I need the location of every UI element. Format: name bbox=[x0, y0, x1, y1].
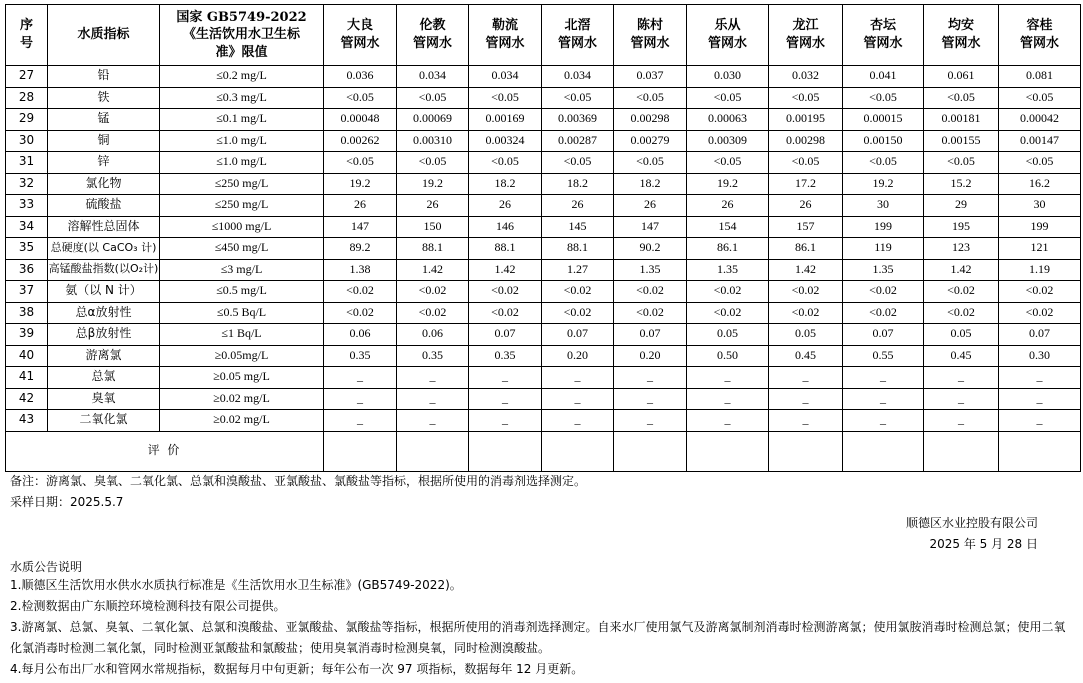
value-cell: 0.00369 bbox=[542, 109, 614, 131]
indicator-name: 二氧化氯 bbox=[48, 410, 160, 432]
value-cell: 0.05 bbox=[924, 324, 999, 346]
value-cell: _ bbox=[687, 410, 769, 432]
value-cell: 1.19 bbox=[999, 259, 1081, 281]
value-cell: 26 bbox=[687, 195, 769, 217]
value-cell: _ bbox=[999, 410, 1081, 432]
value-cell: 30 bbox=[999, 195, 1081, 217]
value-cell: _ bbox=[397, 410, 469, 432]
value-cell: 199 bbox=[843, 216, 924, 238]
standard-limit: ≥0.05 mg/L bbox=[160, 367, 324, 389]
table-row bbox=[6, 281, 1081, 303]
indicator-name: 总氯 bbox=[48, 367, 160, 389]
value-cell: 15.2 bbox=[924, 173, 999, 195]
header-site-chencun: 陈村 管网水 bbox=[614, 5, 687, 66]
value-cell: 1.42 bbox=[469, 259, 542, 281]
table-row bbox=[6, 173, 1081, 195]
evaluation-row bbox=[6, 431, 1081, 471]
value-cell: 199 bbox=[999, 216, 1081, 238]
header-standard: 国家 GB5749-2022 《生活饮用水卫生标 准》限值 bbox=[160, 5, 324, 66]
value-cell: 26 bbox=[397, 195, 469, 217]
value-cell: 195 bbox=[924, 216, 999, 238]
value-cell: 150 bbox=[397, 216, 469, 238]
value-cell: 0.00048 bbox=[324, 109, 397, 131]
value-cell: 0.45 bbox=[924, 345, 999, 367]
value-cell: <0.02 bbox=[843, 302, 924, 324]
value-cell: _ bbox=[924, 410, 999, 432]
table-row bbox=[6, 130, 1081, 152]
table-row bbox=[6, 87, 1081, 109]
value-cell: _ bbox=[324, 388, 397, 410]
value-cell: 1.42 bbox=[924, 259, 999, 281]
value-cell: _ bbox=[614, 367, 687, 389]
value-cell: <0.02 bbox=[469, 302, 542, 324]
value-cell: 18.2 bbox=[614, 173, 687, 195]
value-cell: 19.2 bbox=[324, 173, 397, 195]
value-cell: <0.05 bbox=[614, 152, 687, 174]
header-site-ronggui: 容桂 管网水 bbox=[999, 5, 1081, 66]
value-cell: 1.35 bbox=[614, 259, 687, 281]
value-cell: 147 bbox=[614, 216, 687, 238]
row-index: 41 bbox=[6, 367, 48, 389]
indicator-name: 总β放射性 bbox=[48, 324, 160, 346]
indicator-name: 总硬度(以 CaCO₃ 计) bbox=[48, 238, 160, 260]
evaluation-cell bbox=[469, 431, 542, 471]
value-cell: _ bbox=[769, 410, 843, 432]
table-row bbox=[6, 410, 1081, 432]
value-cell: <0.05 bbox=[924, 87, 999, 109]
value-cell: 1.35 bbox=[843, 259, 924, 281]
value-cell: 0.036 bbox=[324, 66, 397, 88]
value-cell: _ bbox=[999, 388, 1081, 410]
indicator-name: 臭氧 bbox=[48, 388, 160, 410]
value-cell: <0.02 bbox=[769, 281, 843, 303]
value-cell: _ bbox=[924, 367, 999, 389]
footnote: 备注：游离氯、臭氧、二氧化氯、总氯和溴酸盐、亚氯酸盐、氯酸盐等指标，根据所使用的消毒剂选择测定。 bbox=[10, 474, 587, 488]
standard-limit: ≤250 mg/L bbox=[160, 173, 324, 195]
standard-limit: ≤0.5 Bq/L bbox=[160, 302, 324, 324]
value-cell: 1.42 bbox=[397, 259, 469, 281]
value-cell: 0.00310 bbox=[397, 130, 469, 152]
value-cell: _ bbox=[469, 388, 542, 410]
value-cell: 26 bbox=[469, 195, 542, 217]
value-cell: _ bbox=[999, 367, 1081, 389]
value-cell: 145 bbox=[542, 216, 614, 238]
row-index: 32 bbox=[6, 173, 48, 195]
value-cell: <0.02 bbox=[397, 281, 469, 303]
header-index: 序 号 bbox=[6, 5, 48, 66]
row-index: 33 bbox=[6, 195, 48, 217]
table-body bbox=[6, 66, 1081, 472]
table-row bbox=[6, 302, 1081, 324]
table-row bbox=[6, 259, 1081, 281]
value-cell: <0.02 bbox=[469, 281, 542, 303]
value-cell: _ bbox=[397, 367, 469, 389]
evaluation-cell bbox=[397, 431, 469, 471]
standard-limit: ≤0.1 mg/L bbox=[160, 109, 324, 131]
value-cell: <0.05 bbox=[397, 152, 469, 174]
table-row bbox=[6, 109, 1081, 131]
value-cell: <0.02 bbox=[999, 302, 1081, 324]
value-cell: 18.2 bbox=[469, 173, 542, 195]
value-cell: <0.05 bbox=[397, 87, 469, 109]
value-cell: 0.00069 bbox=[397, 109, 469, 131]
value-cell: _ bbox=[843, 388, 924, 410]
value-cell: 0.06 bbox=[324, 324, 397, 346]
indicator-name: 溶解性总固体 bbox=[48, 216, 160, 238]
value-cell: 26 bbox=[769, 195, 843, 217]
value-cell: <0.02 bbox=[924, 281, 999, 303]
row-index: 34 bbox=[6, 216, 48, 238]
value-cell: 1.38 bbox=[324, 259, 397, 281]
value-cell: <0.02 bbox=[542, 281, 614, 303]
explanation-item-4: 4.每月公布出厂水和管网水常规指标，数据每月中旬更新；每年公布一次 97 项指标，数据每年 12 月更新。 bbox=[10, 662, 584, 676]
value-cell: <0.05 bbox=[999, 152, 1081, 174]
explanation-item-2: 2.检测数据由广东顺控环境检测科技有限公司提供。 bbox=[10, 599, 286, 613]
indicator-name: 铜 bbox=[48, 130, 160, 152]
value-cell: 0.00015 bbox=[843, 109, 924, 131]
value-cell: 0.081 bbox=[999, 66, 1081, 88]
value-cell: <0.02 bbox=[542, 302, 614, 324]
value-cell: 88.1 bbox=[397, 238, 469, 260]
standard-limit: ≤1000 mg/L bbox=[160, 216, 324, 238]
value-cell: <0.02 bbox=[614, 281, 687, 303]
table-row bbox=[6, 152, 1081, 174]
value-cell: 0.00309 bbox=[687, 130, 769, 152]
value-cell: <0.02 bbox=[324, 281, 397, 303]
value-cell: 0.50 bbox=[687, 345, 769, 367]
table-row bbox=[6, 216, 1081, 238]
table-row bbox=[6, 367, 1081, 389]
value-cell: 1.42 bbox=[769, 259, 843, 281]
value-cell: _ bbox=[324, 367, 397, 389]
value-cell: _ bbox=[843, 410, 924, 432]
value-cell: 0.00063 bbox=[687, 109, 769, 131]
value-cell: 0.061 bbox=[924, 66, 999, 88]
indicator-name: 锌 bbox=[48, 152, 160, 174]
value-cell: 0.034 bbox=[469, 66, 542, 88]
value-cell: 157 bbox=[769, 216, 843, 238]
header-site-beijiao: 北滘 管网水 bbox=[542, 5, 614, 66]
standard-limit: ≤0.5 mg/L bbox=[160, 281, 324, 303]
value-cell: _ bbox=[469, 410, 542, 432]
row-index: 30 bbox=[6, 130, 48, 152]
water-quality-table bbox=[5, 4, 1081, 472]
value-cell: 147 bbox=[324, 216, 397, 238]
value-cell: 146 bbox=[469, 216, 542, 238]
value-cell: 0.05 bbox=[687, 324, 769, 346]
value-cell: <0.02 bbox=[397, 302, 469, 324]
value-cell: _ bbox=[614, 410, 687, 432]
value-cell: 0.00287 bbox=[542, 130, 614, 152]
value-cell: _ bbox=[769, 388, 843, 410]
value-cell: <0.05 bbox=[687, 152, 769, 174]
row-index: 37 bbox=[6, 281, 48, 303]
value-cell: <0.05 bbox=[469, 152, 542, 174]
indicator-name: 游离氯 bbox=[48, 345, 160, 367]
value-cell: 0.35 bbox=[469, 345, 542, 367]
header-row bbox=[6, 5, 1081, 66]
indicator-name: 铅 bbox=[48, 66, 160, 88]
value-cell: 0.05 bbox=[769, 324, 843, 346]
table-row bbox=[6, 195, 1081, 217]
value-cell: 86.1 bbox=[687, 238, 769, 260]
value-cell: 19.2 bbox=[843, 173, 924, 195]
table-row bbox=[6, 238, 1081, 260]
value-cell: 0.07 bbox=[614, 324, 687, 346]
value-cell: <0.02 bbox=[999, 281, 1081, 303]
indicator-name: 铁 bbox=[48, 87, 160, 109]
explanation-list bbox=[10, 575, 1070, 680]
value-cell: <0.05 bbox=[843, 152, 924, 174]
value-cell: 19.2 bbox=[687, 173, 769, 195]
value-cell: 0.030 bbox=[687, 66, 769, 88]
value-cell: _ bbox=[469, 367, 542, 389]
value-cell: 0.07 bbox=[843, 324, 924, 346]
value-cell: _ bbox=[924, 388, 999, 410]
value-cell: 0.00150 bbox=[843, 130, 924, 152]
header-site-daliang: 大良 管网水 bbox=[324, 5, 397, 66]
value-cell: 119 bbox=[843, 238, 924, 260]
value-cell: 0.032 bbox=[769, 66, 843, 88]
explanation-title: 水质公告说明 bbox=[10, 560, 83, 574]
value-cell: _ bbox=[687, 367, 769, 389]
value-cell: _ bbox=[542, 410, 614, 432]
value-cell: _ bbox=[687, 388, 769, 410]
value-cell: _ bbox=[324, 410, 397, 432]
value-cell: <0.02 bbox=[924, 302, 999, 324]
value-cell: 0.00298 bbox=[614, 109, 687, 131]
row-index: 27 bbox=[6, 66, 48, 88]
value-cell: 17.2 bbox=[769, 173, 843, 195]
value-cell: 1.27 bbox=[542, 259, 614, 281]
explanation-item-3: 3.游离氯、总氯、臭氧、二氧化氯、总氯和溴酸盐、亚氯酸盐、氯酸盐等指标，根据所使用的消毒剂选择测定。自来水厂使用氯气及游离氯制剂消毒时检测游离氯；使用氯胺消毒时检测总氯；使用二氧化氯消毒时检测二氧化氯，同时检测亚氯酸盐和氯酸盐；使用臭氧消毒时检测臭氧，同时检测溴酸盐。 bbox=[10, 620, 1066, 655]
value-cell: _ bbox=[542, 388, 614, 410]
table-row bbox=[6, 324, 1081, 346]
value-cell: 0.20 bbox=[614, 345, 687, 367]
standard-limit: ≤250 mg/L bbox=[160, 195, 324, 217]
row-index: 36 bbox=[6, 259, 48, 281]
value-cell: _ bbox=[397, 388, 469, 410]
value-cell: 0.037 bbox=[614, 66, 687, 88]
value-cell: <0.05 bbox=[999, 87, 1081, 109]
value-cell: 88.1 bbox=[469, 238, 542, 260]
value-cell: 0.55 bbox=[843, 345, 924, 367]
value-cell: 0.00195 bbox=[769, 109, 843, 131]
value-cell: 88.1 bbox=[542, 238, 614, 260]
value-cell: <0.02 bbox=[324, 302, 397, 324]
standard-limit: ≤3 mg/L bbox=[160, 259, 324, 281]
indicator-name: 氯化物 bbox=[48, 173, 160, 195]
sampling-date: 采样日期：2025.5.7 bbox=[10, 495, 124, 509]
header-site-lecong: 乐从 管网水 bbox=[687, 5, 769, 66]
evaluation-cell bbox=[769, 431, 843, 471]
value-cell: <0.05 bbox=[542, 152, 614, 174]
value-cell: 0.00262 bbox=[324, 130, 397, 152]
value-cell: 90.2 bbox=[614, 238, 687, 260]
value-cell: 0.06 bbox=[397, 324, 469, 346]
value-cell: 26 bbox=[542, 195, 614, 217]
row-index: 38 bbox=[6, 302, 48, 324]
table-row bbox=[6, 388, 1081, 410]
value-cell: 26 bbox=[324, 195, 397, 217]
indicator-name: 总α放射性 bbox=[48, 302, 160, 324]
value-cell: <0.05 bbox=[469, 87, 542, 109]
row-index: 39 bbox=[6, 324, 48, 346]
value-cell: 0.00042 bbox=[999, 109, 1081, 131]
value-cell: <0.05 bbox=[542, 87, 614, 109]
value-cell: 0.35 bbox=[397, 345, 469, 367]
table-row bbox=[6, 66, 1081, 88]
row-index: 43 bbox=[6, 410, 48, 432]
header-site-jun-an: 均安 管网水 bbox=[924, 5, 999, 66]
value-cell: <0.02 bbox=[843, 281, 924, 303]
value-cell: <0.02 bbox=[687, 302, 769, 324]
value-cell: 0.00169 bbox=[469, 109, 542, 131]
row-index: 35 bbox=[6, 238, 48, 260]
standard-limit: ≥0.02 mg/L bbox=[160, 410, 324, 432]
value-cell: <0.05 bbox=[614, 87, 687, 109]
value-cell: <0.05 bbox=[924, 152, 999, 174]
standard-limit: ≤0.3 mg/L bbox=[160, 87, 324, 109]
value-cell: <0.02 bbox=[769, 302, 843, 324]
company-name: 顺德区水业控股有限公司 bbox=[905, 516, 1038, 530]
indicator-name: 氨（以 N 计） bbox=[48, 281, 160, 303]
value-cell: _ bbox=[542, 367, 614, 389]
standard-limit: ≤0.2 mg/L bbox=[160, 66, 324, 88]
value-cell: 0.041 bbox=[843, 66, 924, 88]
indicator-name: 锰 bbox=[48, 109, 160, 131]
value-cell: 19.2 bbox=[397, 173, 469, 195]
value-cell: 89.2 bbox=[324, 238, 397, 260]
value-cell: 0.07 bbox=[542, 324, 614, 346]
value-cell: <0.05 bbox=[769, 87, 843, 109]
value-cell: <0.02 bbox=[614, 302, 687, 324]
value-cell: 0.00181 bbox=[924, 109, 999, 131]
evaluation-cell bbox=[687, 431, 769, 471]
value-cell: 0.30 bbox=[999, 345, 1081, 367]
row-index: 29 bbox=[6, 109, 48, 131]
value-cell: 0.034 bbox=[397, 66, 469, 88]
standard-limit: ≥0.05mg/L bbox=[160, 345, 324, 367]
header-site-leliu: 勒流 管网水 bbox=[469, 5, 542, 66]
value-cell: 1.35 bbox=[687, 259, 769, 281]
value-cell: 29 bbox=[924, 195, 999, 217]
value-cell: <0.02 bbox=[687, 281, 769, 303]
value-cell: _ bbox=[769, 367, 843, 389]
evaluation-label: 评 价 bbox=[6, 431, 324, 471]
value-cell: 0.00147 bbox=[999, 130, 1081, 152]
value-cell: 0.00279 bbox=[614, 130, 687, 152]
value-cell: 0.07 bbox=[469, 324, 542, 346]
evaluation-cell bbox=[999, 431, 1081, 471]
header-site-xingtan: 杏坛 管网水 bbox=[843, 5, 924, 66]
value-cell: <0.05 bbox=[687, 87, 769, 109]
value-cell: 0.07 bbox=[999, 324, 1081, 346]
value-cell: 121 bbox=[999, 238, 1081, 260]
standard-limit: ≥0.02 mg/L bbox=[160, 388, 324, 410]
row-index: 28 bbox=[6, 87, 48, 109]
value-cell: 18.2 bbox=[542, 173, 614, 195]
evaluation-cell bbox=[843, 431, 924, 471]
evaluation-cell bbox=[542, 431, 614, 471]
value-cell: <0.05 bbox=[769, 152, 843, 174]
standard-limit: ≤1.0 mg/L bbox=[160, 130, 324, 152]
value-cell: 0.00155 bbox=[924, 130, 999, 152]
value-cell: 30 bbox=[843, 195, 924, 217]
indicator-name: 高锰酸盐指数(以O₂计) bbox=[48, 259, 160, 281]
value-cell: 123 bbox=[924, 238, 999, 260]
value-cell: 0.35 bbox=[324, 345, 397, 367]
value-cell: 86.1 bbox=[769, 238, 843, 260]
evaluation-cell bbox=[924, 431, 999, 471]
value-cell: 26 bbox=[614, 195, 687, 217]
value-cell: 0.034 bbox=[542, 66, 614, 88]
table-row bbox=[6, 345, 1081, 367]
value-cell: _ bbox=[843, 367, 924, 389]
value-cell: 16.2 bbox=[999, 173, 1081, 195]
row-index: 40 bbox=[6, 345, 48, 367]
value-cell: 0.00298 bbox=[769, 130, 843, 152]
value-cell: 0.45 bbox=[769, 345, 843, 367]
value-cell: <0.05 bbox=[843, 87, 924, 109]
explanation-item-1: 1.顺德区生活饮用水供水水质执行标准是《生活饮用水卫生标准》(GB5749-2022)。 bbox=[10, 578, 462, 592]
header-site-longjiang: 龙江 管网水 bbox=[769, 5, 843, 66]
value-cell: 154 bbox=[687, 216, 769, 238]
indicator-name: 硫酸盐 bbox=[48, 195, 160, 217]
evaluation-cell bbox=[324, 431, 397, 471]
value-cell: <0.05 bbox=[324, 152, 397, 174]
value-cell: 0.00324 bbox=[469, 130, 542, 152]
header-site-lunjiao: 伦教 管网水 bbox=[397, 5, 469, 66]
standard-limit: ≤1 Bq/L bbox=[160, 324, 324, 346]
standard-limit: ≤1.0 mg/L bbox=[160, 152, 324, 174]
standard-limit: ≤450 mg/L bbox=[160, 238, 324, 260]
header-indicator: 水质指标 bbox=[48, 5, 160, 66]
publish-date: 2025 年 5 月 28 日 bbox=[929, 537, 1038, 551]
value-cell: <0.05 bbox=[324, 87, 397, 109]
row-index: 42 bbox=[6, 388, 48, 410]
evaluation-cell bbox=[614, 431, 687, 471]
value-cell: _ bbox=[614, 388, 687, 410]
row-index: 31 bbox=[6, 152, 48, 174]
value-cell: 0.20 bbox=[542, 345, 614, 367]
